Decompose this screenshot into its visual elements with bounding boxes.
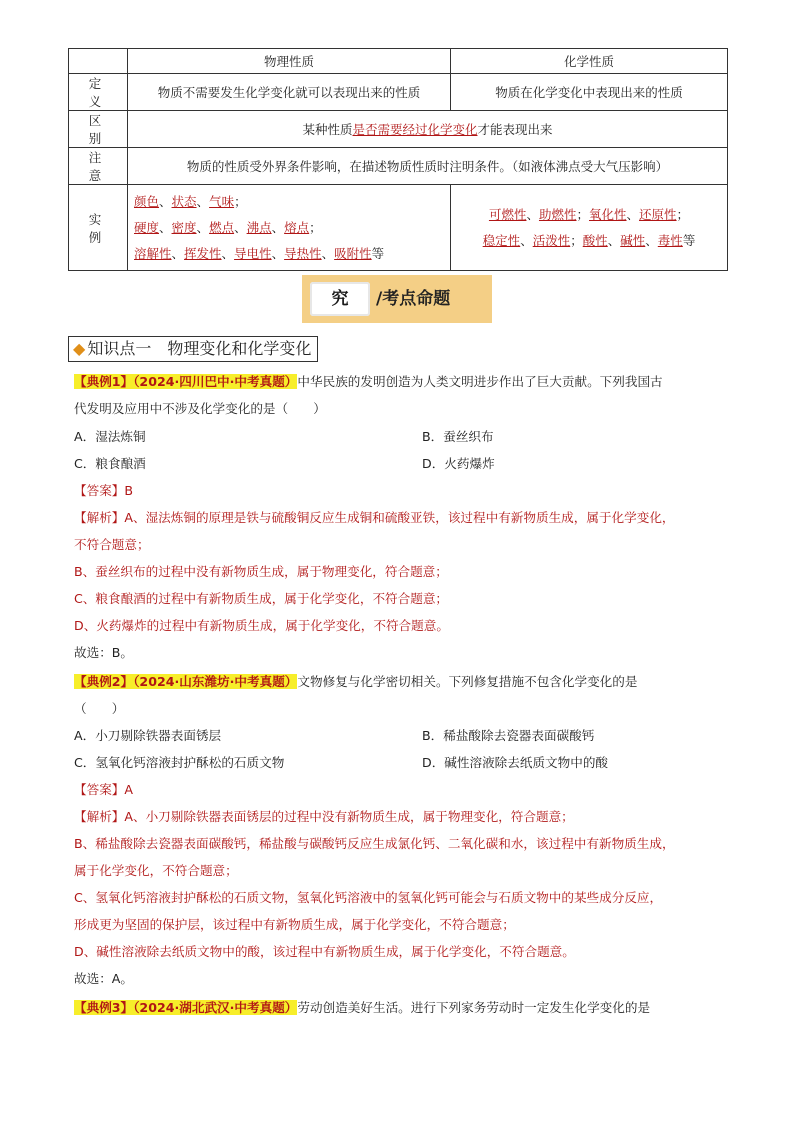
property-term: 挥发性 [184,245,222,261]
separator: 、 [520,232,533,248]
section-banner [302,275,492,323]
option-row [74,427,494,447]
property-term: 密度 [171,219,197,235]
example-source: （2024·湖北武汉·中考真题） [133,1000,298,1015]
separator: 、 [271,219,285,235]
examples-chemical [451,185,728,271]
analysis-line: B、稀盐酸除去瓷器表面碳酸钙，稀盐酸与碳酸钙反应生成氯化钙、二氧化碳和水，该过程中有新物质生成， [74,836,675,851]
row-label: 区 别 [69,111,128,148]
property-term: 活泼性 [532,232,571,248]
separator: ； [576,206,589,222]
option-a: A．湿法炼铜 [74,429,146,444]
example-source: （2024·山东潍坊·中考真题） [133,674,298,689]
analysis-line: 【解析】A、小刀剔除铁器表面锈层的过程中没有新物质生成，属于物理变化，符合题意； [74,809,574,824]
table-row-note [69,148,728,185]
difference-text-a: 某种性质 [302,122,353,137]
chemical-example-line [457,202,721,228]
table-corner-cell [69,49,128,74]
property-term: 溶解性 [134,245,172,261]
table-row-examples [69,185,728,271]
property-term: 熔点 [284,219,310,235]
property-term: 气味 [209,193,235,209]
question-text: 文物修复与化学密切相关。下列修复措施不包含化学变化的是 [297,674,638,689]
row-label: 注 意 [69,148,128,185]
separator: 、 [626,206,640,222]
analysis-line: B、蚕丝织布的过程中没有新物质生成，属于物理变化，符合题意； [74,564,448,579]
option-c: C．粮食酿酒 [74,456,146,471]
example-1-question [74,372,663,392]
separator: 等 [371,245,385,261]
property-term: 沸点 [246,219,272,235]
row-label: 实 例 [69,185,128,271]
question-text: 中华民族的发明创造为人类文明进步作出了巨大贡献。下列我国古 [297,374,663,389]
separator: ； [309,219,322,235]
examples-chemical-lines [457,202,721,254]
option-row [74,753,609,773]
separator: 、 [234,219,247,235]
option-b: B．蚕丝织布 [422,429,494,444]
example-label: 【典例1】 [74,374,134,389]
properties-table [68,48,728,271]
table-row-difference [69,111,728,148]
property-term: 导电性 [234,245,272,261]
examples-physical [128,185,451,271]
separator: 、 [196,193,210,209]
property-term: 毒性 [657,232,683,248]
property-term: 可燃性 [488,206,527,222]
property-term: 状态 [171,193,197,209]
difference-text-key: 是否需要经过化学变化 [352,122,478,137]
table-row-definition [69,74,728,111]
header-chemical: 化学性质 [451,49,728,74]
option-row [74,454,495,474]
separator: 、 [645,232,658,248]
question-text-cont: （ ） [74,701,125,716]
chemical-example-line [457,228,721,254]
separator: ； [234,193,247,209]
banner-tag: 究 [310,282,370,316]
property-term: 还原性 [639,206,677,222]
definition-chemical: 物质在化学变化中表现出来的性质 [451,74,728,111]
property-term: 吸附性 [334,245,372,261]
option-a: A．小刀剔除铁器表面锈层 [74,728,222,743]
example-3-question [74,998,650,1018]
example-label: 【典例2】 [74,674,134,689]
separator: 、 [221,245,235,261]
analysis-line: C、氢氧化钙溶液封护酥松的石质文物，氢氧化钙溶液中的氢氧化钙可能会与石质文物中的某些成分反应， [74,890,663,905]
property-term: 酸性 [582,232,608,248]
separator: 、 [196,219,210,235]
option-b: B．稀盐酸除去瓷器表面碳酸钙 [422,728,595,743]
physical-example-line [134,241,444,267]
separator: 、 [271,245,285,261]
option-d: D．火药爆炸 [422,456,495,471]
property-term: 颜色 [134,193,160,209]
option-row [74,726,595,746]
analysis-line: C、粮食酿酒的过程中有新物质生成，属于化学变化，不符合题意； [74,591,449,606]
conclusion: 故选：A。 [74,971,133,986]
analysis-line: D、碱性溶液除去纸质文物中的酸，该过程中有新物质生成，属于化学变化，不符合题意。 [74,944,575,959]
separator: ； [676,206,690,222]
answer: 【答案】A [74,782,133,797]
banner-title: /考点命题 [376,289,451,309]
analysis-line: D、火药爆炸的过程中有新物质生成，属于化学变化，不符合题意。 [74,618,449,633]
separator: 、 [159,219,172,235]
separator: 、 [526,206,539,222]
answer: 【答案】B [74,483,134,498]
example-label: 【典例3】 [74,1000,134,1015]
analysis-line: 不符合题意； [74,537,150,552]
separator: 、 [607,232,621,248]
difference-text-c: 才能表现出来 [477,122,553,137]
separator: 等 [682,232,696,248]
option-d: D．碱性溶液除去纸质文物中的酸 [422,755,609,770]
row-label: 定 义 [69,74,128,111]
question-text-cont: 代发明及应用中不涉及化学变化的是（ ） [74,401,326,416]
analysis-line: 【解析】A、湿法炼铜的原理是铁与硫酸铜反应生成铜和硫酸亚铁，该过程中有新物质生成，属于化学变化， [74,510,675,525]
property-term: 导热性 [284,245,322,261]
property-term: 碱性 [620,232,646,248]
diamond-icon: ◆ [73,339,86,358]
property-term: 稳定性 [482,232,521,248]
separator: ； [570,232,583,248]
header-physical: 物理性质 [128,49,451,74]
examples-physical-lines [134,189,444,267]
physical-example-line [134,189,444,215]
property-term: 氧化性 [589,206,627,222]
separator: 、 [159,193,172,209]
definition-physical: 物质不需要发生化学变化就可以表现出来的性质 [128,74,451,111]
difference-text [128,111,728,148]
option-c: C．氢氧化钙溶液封护酥松的石质文物 [74,755,285,770]
physical-example-line [134,215,444,241]
separator: 、 [321,245,335,261]
conclusion: 故选：B。 [74,645,134,660]
separator: 、 [171,245,185,261]
question-text: 劳动创造美好生活。进行下列家务劳动时一定发生化学变化的是 [297,1000,651,1015]
table-header-row [69,49,728,74]
analysis-line: 属于化学变化，不符合题意； [74,863,238,878]
property-term: 硬度 [134,219,160,235]
note-text: 物质的性质受外界条件影响，在描述物质性质时注明条件。（如液体沸点受大气压影响） [128,148,728,185]
example-2-question [74,672,637,692]
knowledge-point-title: 知识点一 物理变化和化学变化 [87,339,312,358]
property-term: 助燃性 [538,206,577,222]
property-term: 燃点 [209,219,235,235]
knowledge-point-heading [68,336,318,362]
analysis-line: 形成更为坚固的保护层，该过程中有新物质生成，属于化学变化，不符合题意； [74,917,515,932]
example-source: （2024·四川巴中·中考真题） [133,374,298,389]
